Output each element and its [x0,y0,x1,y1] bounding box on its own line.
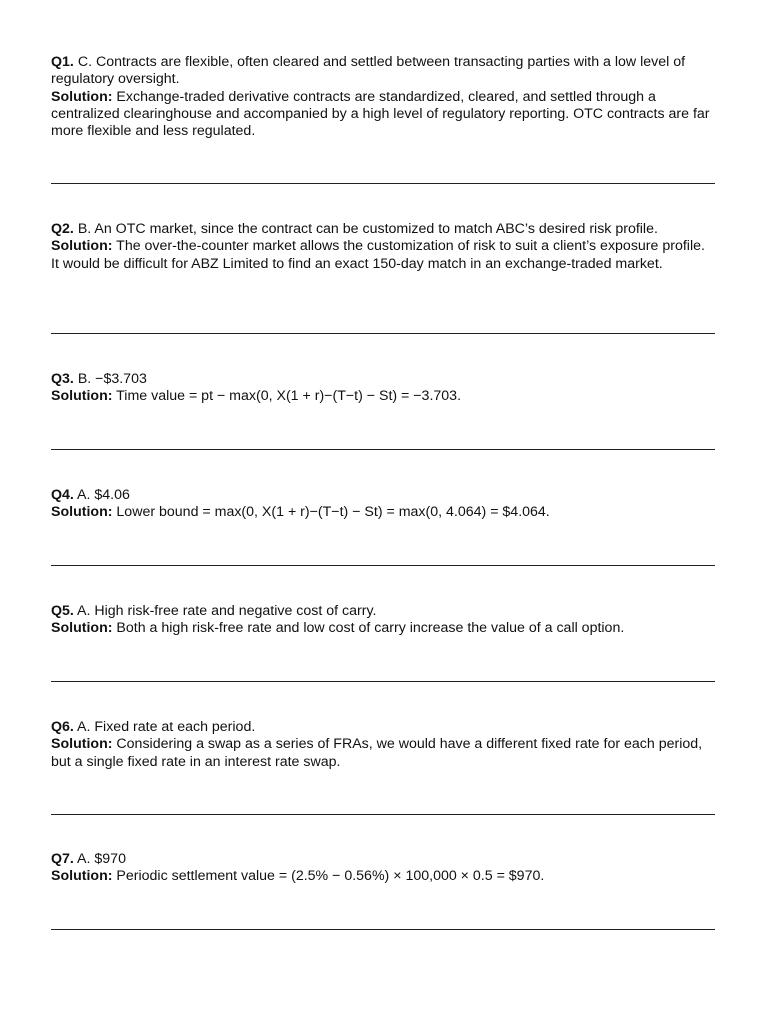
divider [51,565,715,566]
question-block-q7 [51,851,715,886]
solution-line [51,89,715,141]
answer-line [51,719,715,736]
solution-text: Both a high risk-free rate and low cost of carry increase the value of a call option. [116,620,625,637]
answer-line [51,371,715,388]
solution-line [51,238,715,273]
solution-text: Exchange-traded derivative contracts are standardized, cleared, and settled through a centralized clearinghouse and accompanied by a high level of regulatory reporting. OTC contracts are far more flexible and less regulated. [51,88,710,140]
divider [51,449,715,450]
answer-text: A. $970 [77,851,126,867]
answer-line [51,487,715,504]
answer-text: A. $4.06 [77,487,130,503]
divider [51,333,715,334]
answer-text: A. Fixed rate at each period. [77,719,256,735]
divider [51,681,715,682]
question-label: Q2. [51,221,74,237]
solution-label: Solution: [51,504,113,521]
solution-label: Solution: [51,88,113,105]
answer-text: B. An OTC market, since the contract can be customized to match ABC’s desired risk profile. [77,221,658,237]
question-label: Q1. [51,54,74,70]
solution-label: Solution: [51,620,113,637]
answer-line [51,851,715,868]
divider [51,929,715,930]
question-label: Q3. [51,371,74,387]
question-block-q2 [51,221,715,273]
answer-text: A. High risk-free rate and negative cost of carry. [77,603,377,619]
divider [51,814,715,815]
solution-line [51,388,715,405]
answer-line [51,603,715,620]
question-block-q5 [51,603,715,638]
answer-text: B. −$3.703 [77,371,147,387]
solution-label: Solution: [51,736,113,753]
solution-text: The over-the-counter market allows the customization of risk to suit a client’s exposure profile. It would be difficult for ABZ Limited to find an exact 150-day match in an exchange-traded market. [51,238,705,272]
question-block-q6 [51,719,715,771]
solution-line [51,868,715,885]
solution-label: Solution: [51,388,113,405]
solution-text: Considering a swap as a series of FRAs, we would have a different fixed rate for each period, but a single fixed rate in an interest rate swap. [51,736,703,770]
solution-label: Solution: [51,238,113,255]
question-block-q4 [51,487,715,522]
question-label: Q7. [51,851,74,867]
solution-text: Time value = pt − max(0, X(1 + r)−(T−t) − St) = −3.703. [116,388,462,405]
solution-text: Periodic settlement value = (2.5% − 0.56%) × 100,000 × 0.5 = $970. [116,868,545,885]
question-label: Q5. [51,603,74,619]
question-block-q1 [51,54,715,140]
answer-text: C. Contracts are flexible, often cleared and settled between transacting parties with a low level of regulatory oversight. [51,54,686,88]
question-label: Q4. [51,487,74,503]
solution-label: Solution: [51,868,113,885]
solution-line [51,620,715,637]
answer-line [51,54,715,89]
question-label: Q6. [51,719,74,735]
answer-line [51,221,715,238]
divider [51,183,715,184]
question-block-q3 [51,371,715,406]
solution-line [51,504,715,521]
solution-line [51,736,715,771]
solution-text: Lower bound = max(0, X(1 + r)−(T−t) − St) = max(0, 4.064) = $4.064. [116,504,550,521]
